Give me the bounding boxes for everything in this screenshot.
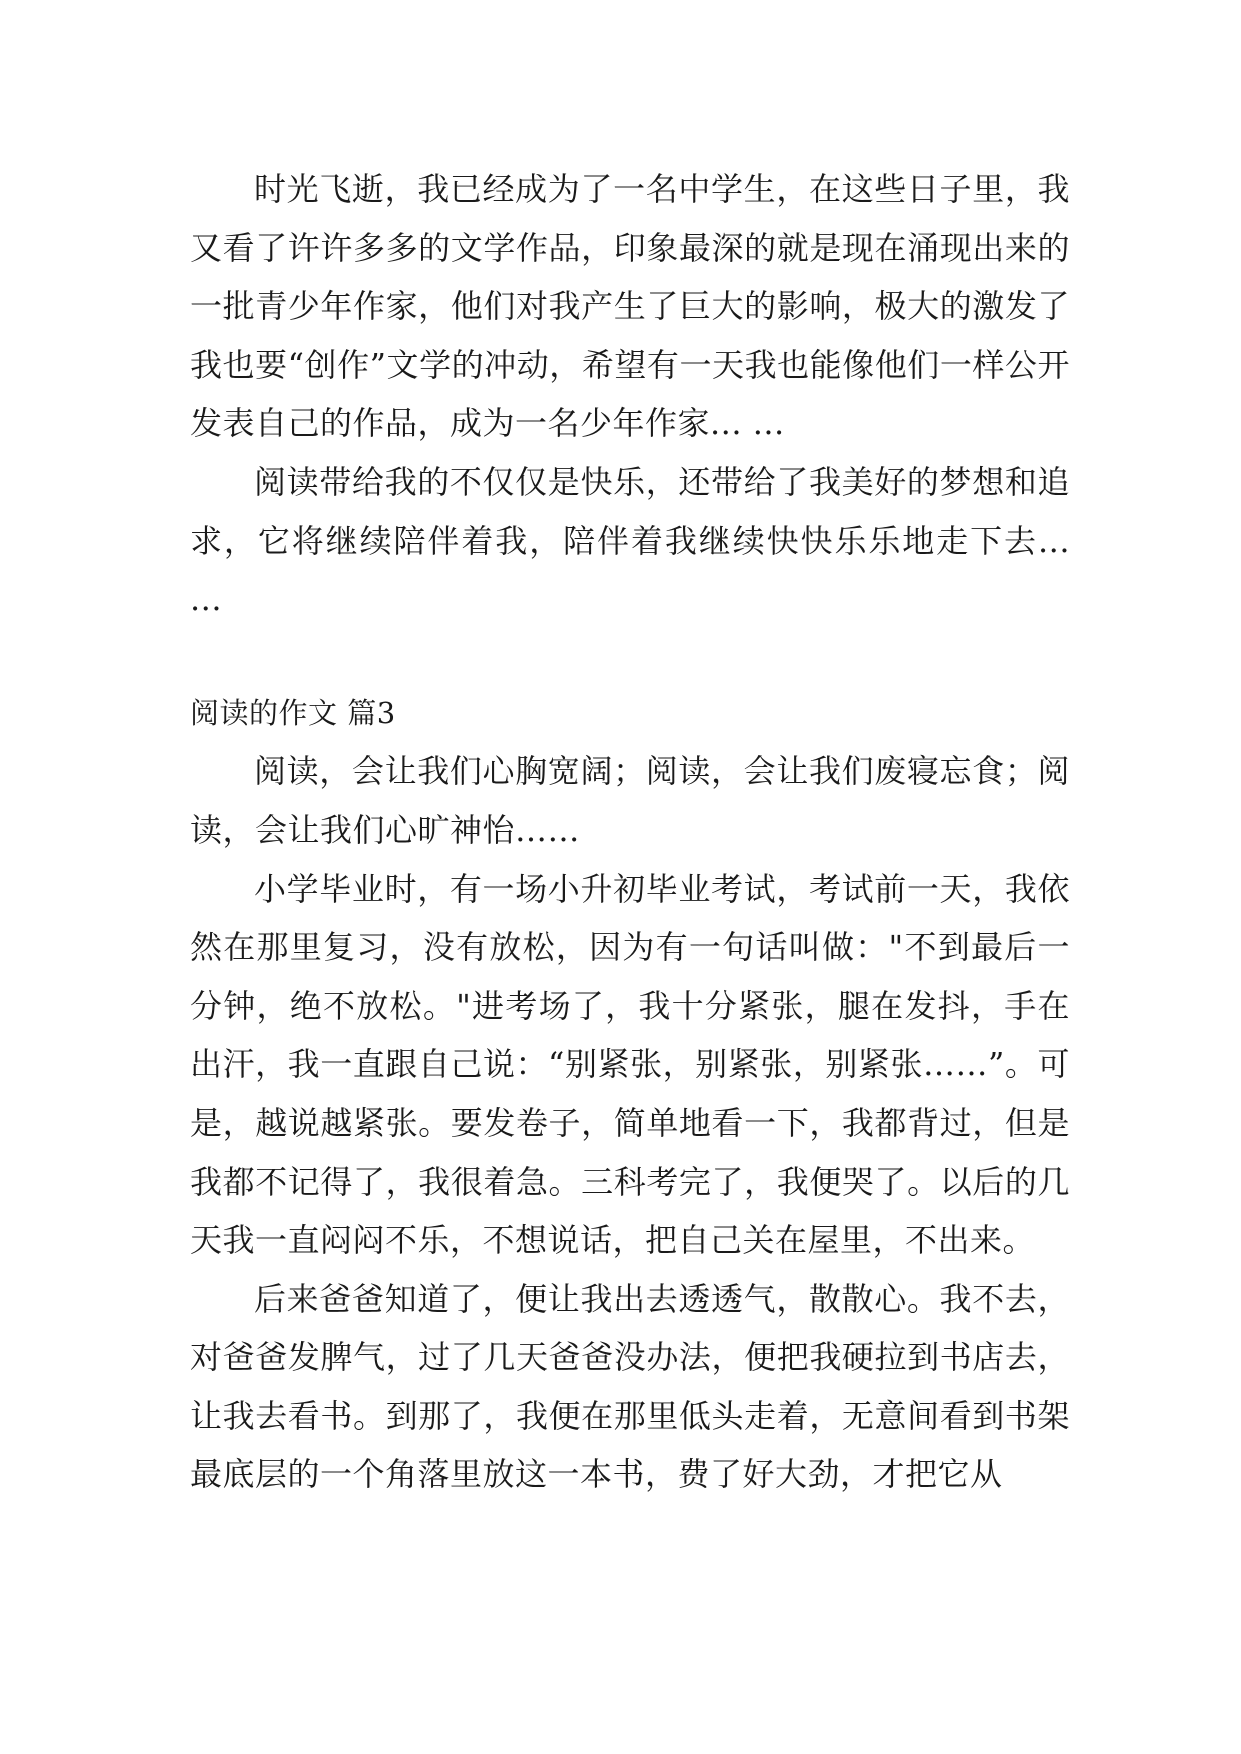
- paragraph: 时光飞逝，我已经成为了一名中学生，在这些日子里，我又看了许许多多的文学作品，印象最深的就是现在涌现出来的一批青少年作家，他们对我产生了巨大的影响，极大的激发了我也要“创作”文学的冲动，希望有一天我也能像他们一样公开发表自己的作品，成为一名少年作家... ...: [190, 170, 1070, 443]
- section-heading: 阅读的作文 篇3: [190, 695, 396, 730]
- paragraph: 后来爸爸知道了，便让我出去透透气，散散心。我不去，对爸爸发脾气，过了几天爸爸没办法，便把我硬拉到书店去，让我去看书。到那了，我便在那里低头走着，无意间看到书架最底层的一个角落里放这一本书，费了好大劲，才把它从: [190, 1279, 1070, 1494]
- paragraph: 小学毕业时，有一场小升初毕业考试，考试前一天，我依然在那里复习，没有放松，因为有一句话叫做："不到最后一分钟，绝不放松。"进考场了，我十分紧张，腿在发抖，手在出汗，我一直跟自己说：“别紧张，别紧张，别紧张……”。可是，越说越紧张。要发卷子，简单地看一下，我都背过，但是我都不记得了，我很着急。三科考完了，我便哭了。以后的几天我一直闷闷不乐，不想说话，把自己关在屋里，不出来。: [190, 869, 1070, 1260]
- paragraph: 阅读带给我的不仅仅是快乐，还带给了我美好的梦想和追求，它将继续陪伴着我，陪伴着我继续快快乐乐地走下去... ...: [190, 462, 1070, 619]
- paragraph: 阅读，会让我们心胸宽阔；阅读，会让我们废寝忘食；阅读，会让我们心旷神怡……: [190, 752, 1070, 849]
- document-page: [190, 160, 1070, 1504]
